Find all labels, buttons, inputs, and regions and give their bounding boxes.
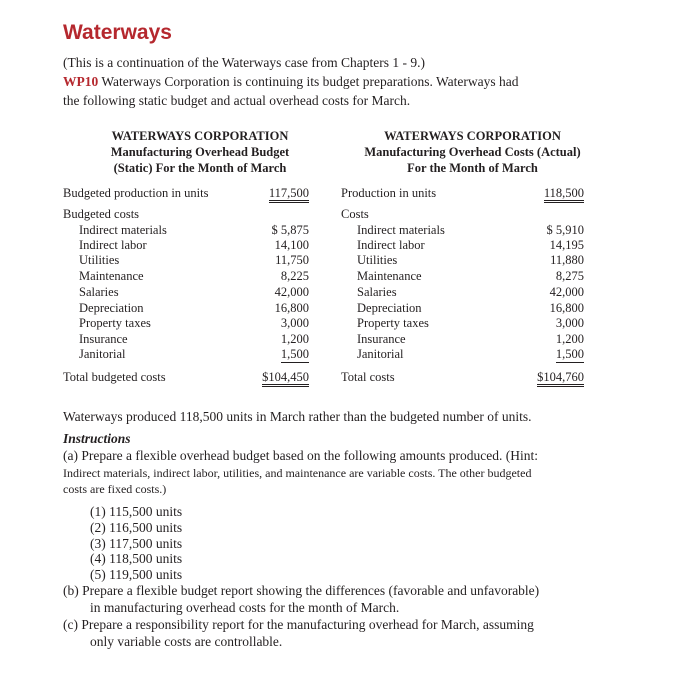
instruction-b-line-1: (b) Prepare a flexible budget report showing the differences (favorable and unfavorable) (63, 583, 540, 598)
static-header-line: Manufacturing Overhead Budget (110, 145, 290, 159)
static-production-value: 117,500 (255, 186, 309, 201)
static-production-label: Budgeted production in units (63, 186, 209, 200)
units-option-5: (5) 119,500 units (90, 567, 183, 582)
actual-costs-label: Costs (341, 207, 369, 221)
static-costs-label: Budgeted costs (63, 207, 140, 221)
static-item-label: Salaries (79, 285, 119, 299)
intro-line-2 (63, 74, 519, 90)
actual-item-label: Indirect labor (357, 238, 425, 252)
actual-item-label: Property taxes (357, 316, 429, 330)
actual-item-value: 11,880 (550, 253, 584, 267)
static-total-value: $104,450 (240, 370, 309, 385)
static-budget-header (75, 128, 325, 176)
units-option-3: (3) 117,500 units (90, 536, 183, 551)
static-item-label: Insurance (79, 332, 128, 346)
static-item-value: 1,500 (280, 347, 309, 361)
actual-item-value: 1,500 (555, 347, 584, 361)
static-item-label: Indirect materials (79, 223, 167, 237)
actual-total-label: Total costs (341, 370, 395, 384)
static-item-value: 1,200 (280, 332, 309, 346)
static-item-label: Indirect labor (79, 238, 147, 252)
static-item-value: 14,100 (274, 238, 309, 252)
static-header-line: (Static) For the Month of March (113, 161, 287, 175)
units-option-4: (4) 118,500 units (90, 551, 183, 566)
actual-item-label: Utilities (357, 253, 398, 267)
actual-header-line: For the Month of March (407, 161, 538, 175)
actual-item-value: 8,275 (555, 269, 584, 283)
static-item-value: 8,225 (280, 269, 309, 283)
intro-line-1: (This is a continuation of the Waterways case from Chapters 1 - 9.) (63, 55, 425, 70)
wp-label: WP10 (63, 74, 99, 89)
actual-header-line: WATERWAYS CORPORATION (384, 129, 561, 143)
actual-production-value: 118,500 (524, 186, 584, 201)
actual-header-line: Manufacturing Overhead Costs (Actual) (364, 145, 581, 159)
static-header-line: WATERWAYS CORPORATION (111, 129, 289, 143)
static-item-value: 16,800 (274, 301, 309, 315)
intro-line-2-text: Waterways Corporation is continuing its budget preparations. Waterways had (101, 74, 519, 89)
produced-note: Waterways produced 118,500 units in March rather than the budgeted number of units. (63, 409, 532, 424)
actual-item-label: Indirect materials (357, 223, 445, 237)
actual-item-value: 3,000 (555, 316, 584, 330)
static-item-value: $ 5,875 (271, 223, 309, 237)
static-item-label: Depreciation (79, 301, 144, 315)
actual-item-label: Depreciation (357, 301, 422, 315)
instructions-heading: Instructions (63, 431, 131, 446)
instruction-b-line-2: in manufacturing overhead costs for the month of March. (90, 600, 400, 615)
actual-production-label: Production in units (341, 186, 437, 200)
instruction-c-line-1: (c) Prepare a responsibility report for the manufacturing overhead for March, assuming (63, 617, 534, 632)
instruction-c-line-2: only variable costs are controllable. (90, 634, 283, 649)
actual-item-label: Janitorial (357, 347, 404, 361)
static-item-label: Utilities (79, 253, 120, 267)
static-item-label: Property taxes (79, 316, 151, 330)
instruction-a-line-3: costs are fixed costs.) (63, 482, 167, 496)
static-item-label: Janitorial (79, 347, 126, 361)
static-item-value: 3,000 (280, 316, 309, 330)
actual-item-value: 16,800 (549, 301, 584, 315)
units-option-1: (1) 115,500 units (90, 504, 183, 519)
actual-item-label: Salaries (357, 285, 397, 299)
actual-total-value: $104,760 (514, 370, 584, 385)
static-total-label: Total budgeted costs (63, 370, 166, 384)
actual-item-value: 1,200 (555, 332, 584, 346)
instruction-a-line-1: (a) Prepare a flexible overhead budget based on the following amounts produced. (Hint: (63, 448, 538, 463)
actual-item-value: 42,000 (549, 285, 584, 299)
actual-costs-header (340, 128, 605, 176)
instruction-a-line-2: Indirect materials, indirect labor, utilities, and maintenance are variable costs. The other budgeted (63, 466, 532, 480)
actual-item-label: Maintenance (357, 269, 422, 283)
units-option-2: (2) 116,500 units (90, 520, 183, 535)
actual-item-label: Insurance (357, 332, 406, 346)
static-item-value: 11,750 (275, 253, 309, 267)
intro-line-3: the following static budget and actual overhead costs for March. (63, 93, 411, 108)
actual-item-value: 14,195 (549, 238, 584, 252)
page-title: Waterways (63, 21, 172, 44)
actual-item-value: $ 5,910 (546, 223, 584, 237)
static-item-value: 42,000 (274, 285, 309, 299)
static-item-label: Maintenance (79, 269, 144, 283)
